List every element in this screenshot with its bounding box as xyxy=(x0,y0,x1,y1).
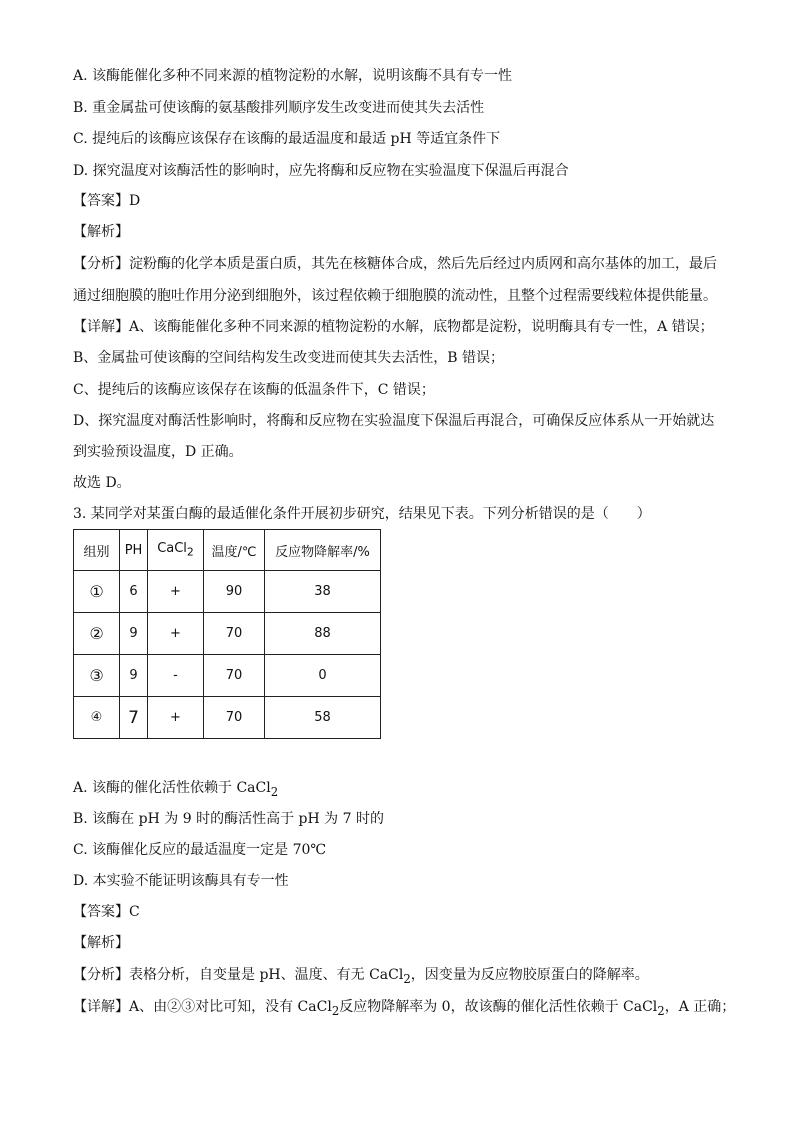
cell-ph: 6 xyxy=(120,571,148,613)
cell-temperature: 90 xyxy=(204,571,265,613)
cell-group: ④ xyxy=(74,697,120,739)
xiangjie-d-2: 到实验预设温度，D 正确。 xyxy=(73,444,243,460)
cell-cacl2: + xyxy=(148,613,204,655)
q3-option-d: D. 本实验不能证明该酶具有专一性 xyxy=(73,873,289,889)
cell-ph: 7 xyxy=(120,697,148,739)
q3-answer-label: 【答案】C xyxy=(73,904,140,920)
header-cacl2: CaCl$_2$ xyxy=(148,530,204,571)
q3-analysis-heading: 【解析】 xyxy=(73,935,129,951)
q3-xiangjie-a: 【详解】A、由②③对比可知，没有 CaCl$_2$反应物降解率为 0，故该酶的催化活性依赖于 CaCl$_2$，A 正确； xyxy=(73,999,736,1018)
q3-option-c: C. 该酶催化反应的最适温度一定是 70℃ xyxy=(73,842,327,858)
question-3-stem: 3. 某同学对某蛋白酶的最适催化条件开展初步研究，结果见下表。下列分析错误的是（ ） xyxy=(73,506,651,522)
xiangjie-a: 【详解】A、该酶能催化多种不同来源的植物淀粉的水解，底物都是淀粉，说明酶具有专一性，A 错误； xyxy=(73,319,714,335)
results-table xyxy=(73,529,381,739)
cell-group: ③ xyxy=(74,655,120,697)
option-c-text: C. 提纯后的该酶应该保存在该酶的最适温度和最适 pH 等适宜条件下 xyxy=(73,131,501,147)
table-row xyxy=(74,613,381,655)
header-degradation-rate: 反应物降解率/% xyxy=(265,530,381,571)
xiangjie-b: B、金属盐可使该酶的空间结构发生改变进而使其失去活性，B 错误； xyxy=(73,350,505,366)
cell-temperature: 70 xyxy=(204,655,265,697)
cell-group: ② xyxy=(74,613,120,655)
fenxi-line-1: 【分析】淀粉酶的化学本质是蛋白质，其先在核糖体合成，然后先后经过内质网和高尔基体的加工，最后 xyxy=(73,256,717,272)
option-a-text: A. 该酶能催化多种不同来源的植物淀粉的水解，说明该酶不具有专一性 xyxy=(73,68,513,84)
cell-degradation-rate: 88 xyxy=(265,613,381,655)
cell-group: ① xyxy=(74,571,120,613)
cell-cacl2: + xyxy=(148,697,204,739)
q3-option-b: B. 该酶在 pH 为 9 时的酶活性高于 pH 为 7 时的 xyxy=(73,811,384,827)
header-group: 组别 xyxy=(74,530,120,571)
option-b-text: B. 重金属盐可使该酶的氨基酸排列顺序发生改变进而使其失去活性 xyxy=(73,100,485,116)
cell-temperature: 70 xyxy=(204,697,265,739)
conclusion: 故选 D。 xyxy=(73,475,131,491)
table-row xyxy=(74,571,381,613)
cell-temperature: 70 xyxy=(204,613,265,655)
q3-fenxi: 【分析】表格分析，自变量是 pH、温度、有无 CaCl$_2$，因变量为反应物胶原蛋白的降解率。 xyxy=(73,967,649,986)
cell-ph: 9 xyxy=(120,655,148,697)
cell-degradation-rate: 58 xyxy=(265,697,381,739)
answer-label: 【答案】D xyxy=(73,193,141,209)
table-row xyxy=(74,655,381,697)
option-d-text: D. 探究温度对该酶活性的影响时，应先将酶和反应物在实验温度下保温后再混合 xyxy=(73,163,569,179)
xiangjie-d-1: D、探究温度对酶活性影响时，将酶和反应物在实验温度下保温后再混合，可确保反应体系从一开始就达 xyxy=(73,413,715,429)
cell-cacl2: + xyxy=(148,571,204,613)
analysis-heading: 【解析】 xyxy=(73,224,129,240)
cell-ph: 9 xyxy=(120,613,148,655)
header-temperature: 温度/℃ xyxy=(204,530,265,571)
table-row xyxy=(74,697,381,739)
cell-cacl2: - xyxy=(148,655,204,697)
header-ph: PH xyxy=(120,530,148,571)
table-header-row xyxy=(74,530,381,571)
cell-degradation-rate: 0 xyxy=(265,655,381,697)
xiangjie-c: C、提纯后的该酶应该保存在该酶的低温条件下，C 错误； xyxy=(73,382,435,398)
cell-degradation-rate: 38 xyxy=(265,571,381,613)
q3-option-a: A. 该酶的催化活性依赖于 CaCl$_2$ xyxy=(73,780,279,799)
fenxi-line-2: 通过细胞膜的胞吐作用分泌到细胞外，该过程依赖于细胞膜的流动性，且整个过程需要线粒体提供能量。 xyxy=(73,288,717,304)
